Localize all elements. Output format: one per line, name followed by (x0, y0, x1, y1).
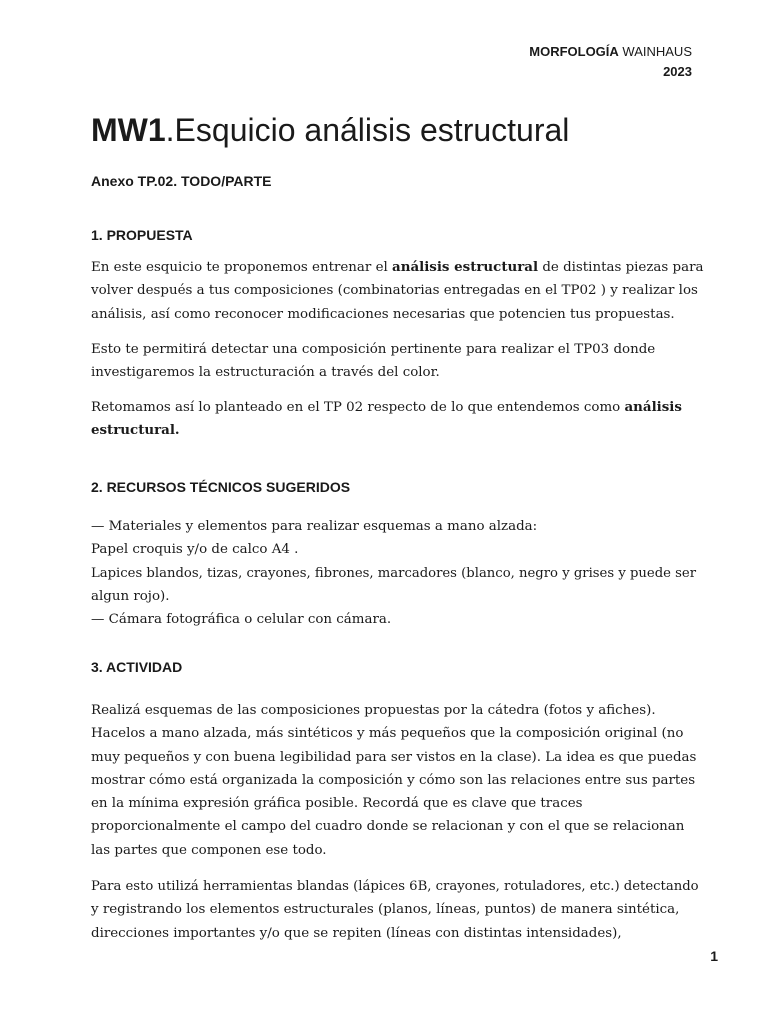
text-line: las partes que componen ese todo. (91, 842, 327, 858)
page-number: 1 (710, 948, 718, 964)
text-line (91, 256, 704, 279)
text-line: análisis, así como reconocer modificaciones necesarias que potencien tus propuestas. (91, 306, 675, 322)
text-line: mostrar cómo está organizada la composición y cómo son las relaciones entre sus partes (91, 772, 696, 788)
text-line: algun rojo). (91, 588, 170, 604)
text-line: muy pequeños y con buena legibilidad para ser vistos en la clase). La idea es que puedas (91, 749, 697, 765)
course-name-bold: MORFOLOGÍA (529, 44, 619, 59)
text-run-bold: análisis (624, 399, 682, 415)
paragraph-recursos (91, 515, 701, 631)
text-run: de distintas piezas para (538, 260, 704, 275)
text-line: Esto te permitirá detectar una composición pertinente para realizar el TP03 donde (91, 342, 656, 357)
section-heading-recursos: 2. RECURSOS TÉCNICOS SUGERIDOS (91, 479, 351, 495)
text-line: Hacelos a mano alzada, más sintéticos y más pequeños que la composición original (no (91, 726, 684, 742)
text-line: investigaremos la estructuración a través del color. (91, 365, 440, 381)
text-line: Realizá esquemas de las composiciones propuestas por la cátedra (fotos y afiches). (91, 703, 656, 718)
text-line: proporcionalmente el campo del cuadro donde se relacionan y con el que se relacionan (91, 819, 685, 835)
page-title (91, 108, 569, 152)
text-line: — Materiales y elementos para realizar esquemas a mano alzada: (91, 519, 538, 534)
text-line: Lapices blandos, tizas, crayones, fibrones, marcadores (blanco, negro y grises y puede ser (91, 565, 697, 581)
text-line: direcciones importantes y/o que se repiten (líneas con distintas intensidades), (91, 925, 622, 941)
paragraph-actividad-1 (91, 699, 701, 862)
year: 2023 (663, 64, 692, 79)
title-text: .Esquicio análisis estructural (165, 112, 570, 148)
section-heading-propuesta: 1. PROPUESTA (91, 227, 193, 243)
text-line: — Cámara fotográfica o celular con cámara. (91, 612, 392, 628)
paragraph-propuesta-2 (91, 338, 701, 385)
course-name (529, 42, 692, 62)
text-run-bold: análisis estructural (392, 259, 539, 275)
text-line (91, 396, 701, 419)
paragraph-propuesta-3 (91, 396, 701, 443)
paragraph-propuesta-1 (91, 256, 704, 326)
paragraph-actividad-2 (91, 875, 701, 945)
text-line: y registrando los elementos estructurales (planos, líneas, puntos) de manera sintética, (91, 902, 680, 918)
text-line: Para esto utilizá herramientas blandas (lápices 6B, crayones, rotuladores, etc.) detectando (91, 879, 699, 894)
text-line: Papel croquis y/o de calco A4 . (91, 542, 299, 558)
title-code: MW1 (91, 112, 166, 148)
subtitle: Anexo TP.02. TODO/PARTE (91, 173, 272, 189)
document-header (529, 42, 692, 82)
text-line: estructural. (91, 422, 180, 439)
text-run: Retomamos así lo planteado en el TP 02 respecto de lo que entendemos como (91, 400, 625, 415)
text-run: En este esquicio te proponemos entrenar el (91, 260, 393, 275)
course-name-rest: WAINHAUS (618, 44, 692, 59)
text-line: en la mínima expresión gráfica posible. Recordá que es clave que traces (91, 796, 583, 812)
text-line: volver después a tus composiciones (combinatorias entregadas en el TP02 ) y realizar los (91, 283, 698, 299)
section-heading-actividad: 3. ACTIVIDAD (91, 659, 183, 675)
